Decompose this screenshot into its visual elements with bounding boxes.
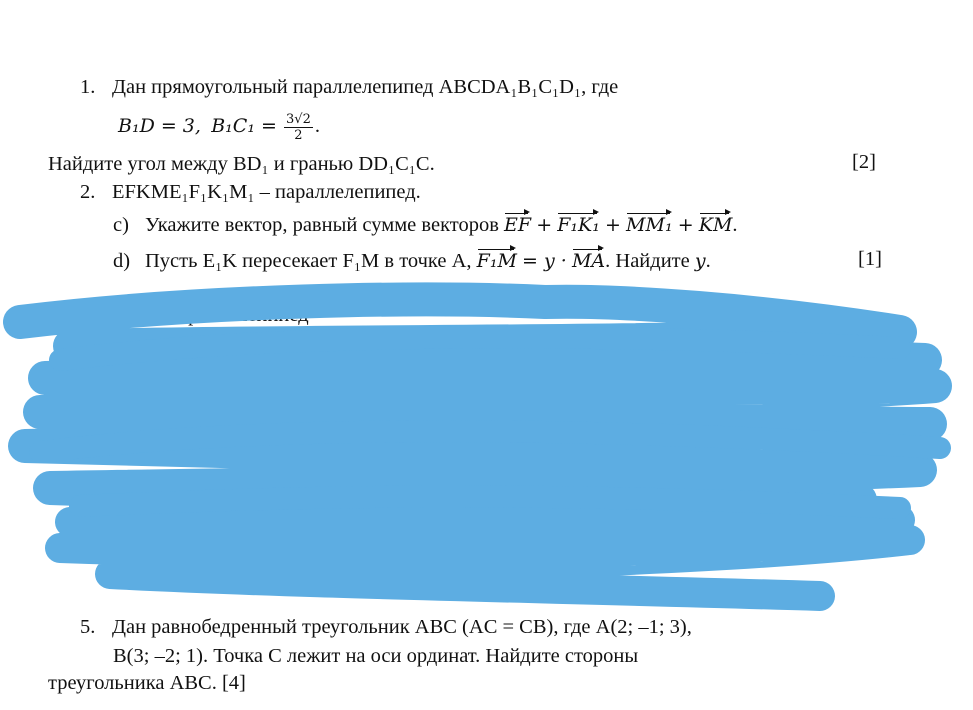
task-5-line-2: B(3; –2; 1). Точка C лежит на оси ординат. Найдите стороны	[113, 645, 639, 667]
task-1-number: 1.	[80, 76, 96, 98]
vector-mm1: MM₁	[626, 214, 673, 236]
vector-ef: EF	[504, 214, 532, 236]
task-2-number: 2.	[80, 181, 96, 203]
fraction-numerator: 3√2	[286, 112, 311, 127]
task-5-line-3: треугольника ABC. [4]	[48, 672, 246, 694]
scribble-stroke	[60, 512, 910, 596]
task-1-cond-bc: B₁C₁ =	[211, 115, 277, 138]
vector-f1k1: F₁K₁	[557, 214, 600, 236]
task-2-score: [1]	[858, 248, 882, 270]
hidden-fragment-3: ые	[870, 366, 893, 388]
task-5-number: 5.	[80, 616, 96, 638]
task-2d-label: d)	[113, 250, 131, 272]
task-2-text: EFKME₁F₁K₁M₁ – параллелепипед.	[112, 181, 421, 203]
vector-km: KM	[698, 214, 733, 236]
task-1-conditions: B₁D = 3, B₁C₁ = $\frac{3√2}{2}$ .	[118, 112, 320, 143]
task-1-question: Найдите угол между BD₁ и гранью DD₁C₁C.	[48, 153, 435, 175]
vector-ma: MA	[571, 250, 606, 272]
task-2c: c) Укажите вектор, равный сумме векторов EF + F₁K₁ + MM₁ + KM.	[113, 214, 738, 236]
task-2c-text: Укажите вектор, равный сумме векторов	[145, 214, 499, 236]
task-1-cond-bd: B₁D = 3,	[118, 115, 201, 138]
task-2d-tail: . Найдите	[605, 250, 690, 272]
task-5-line-1: Дан равнобедренный треугольник ABC (AC = CB), где A(2; –1; 3),	[112, 616, 692, 638]
task-2d-var: y	[694, 250, 706, 272]
task-2d-text: Пусть E₁K пересекает F₁M в точке A,	[145, 250, 472, 272]
task-2d: d) Пусть E₁K пересекает F₁M в точке A, F₁M = y · MA. Найдите y.	[113, 250, 711, 272]
hidden-fragment-4: али	[860, 433, 891, 455]
task-2c-label: c)	[113, 214, 129, 236]
hidden-fragment-1: параллелепипед	[168, 304, 309, 326]
task-1-score: [2]	[852, 151, 876, 173]
vector-f1m: F₁M	[476, 250, 517, 272]
hidden-fragment-2: енно. Запишите	[770, 338, 908, 360]
hidden-fragment-5: середи вектора	[660, 527, 791, 549]
fraction-denominator: 2	[294, 128, 303, 143]
task-2d-mid: = y ·	[522, 250, 567, 272]
task-1-text: Дан прямоугольный параллелепипед ABCDA₁B₁C₁D₁, где	[112, 76, 619, 98]
task-5-header	[80, 614, 692, 640]
